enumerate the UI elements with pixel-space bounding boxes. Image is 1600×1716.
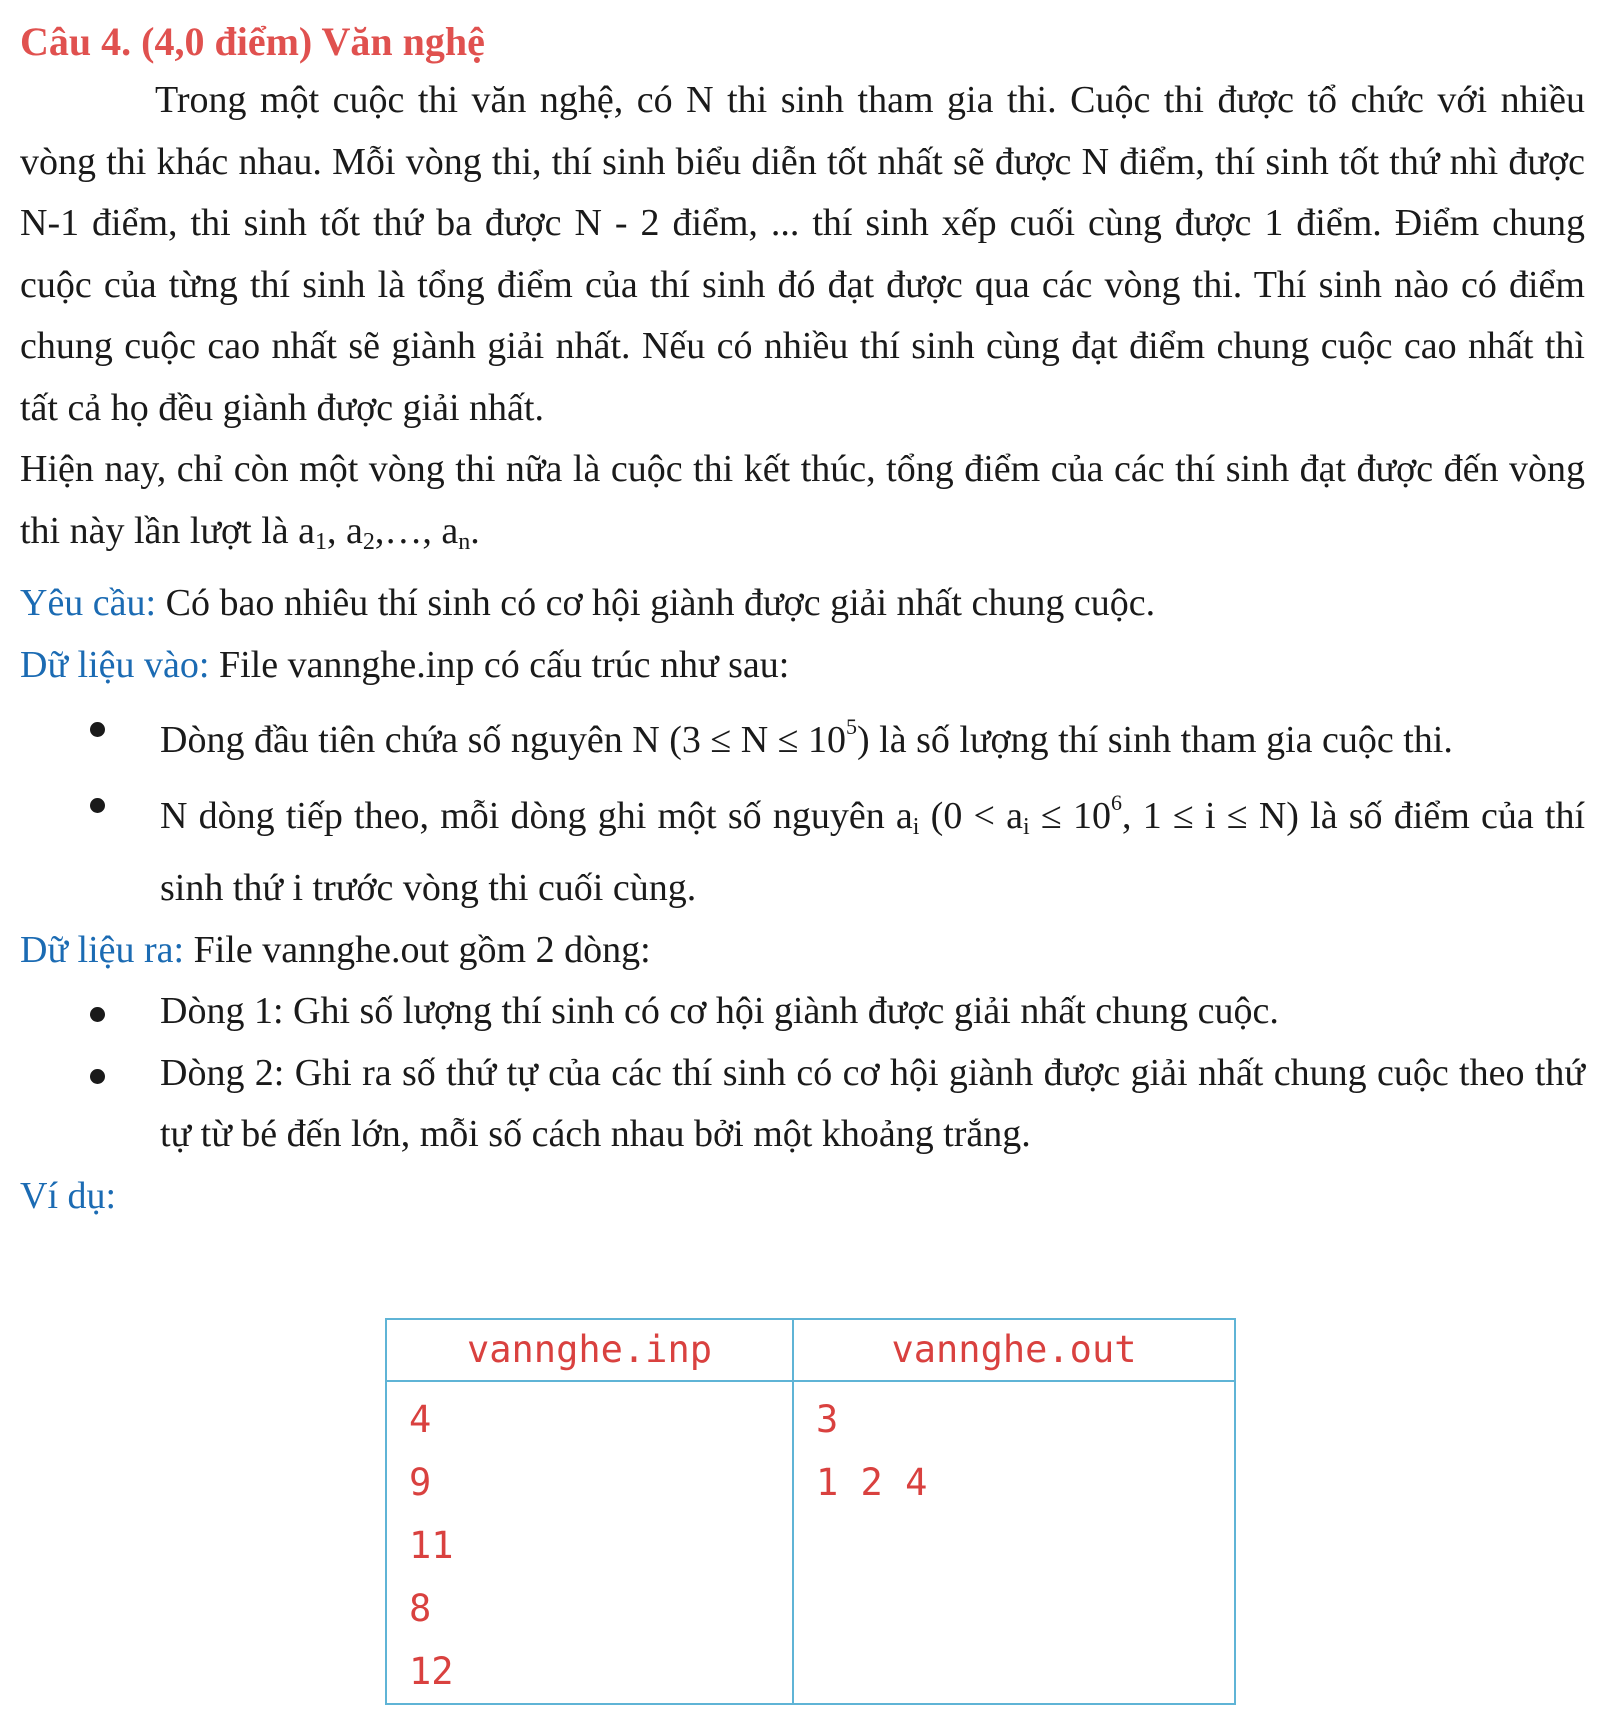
bullet-dot: [90, 1069, 105, 1084]
input-label: Dữ liệu vào:: [20, 643, 210, 686]
input-bullet-2-mid2: ≤ 10: [1029, 794, 1111, 837]
out-cell: [793, 1381, 1235, 1704]
superscript-6: 6: [1111, 789, 1122, 815]
output-label: Dữ liệu ra:: [20, 928, 185, 971]
bullet-dot: [90, 1007, 105, 1022]
input-bullet-2-mid: (0 < a: [919, 794, 1024, 837]
example-paragraph: [20, 1166, 1585, 1228]
inp-line: 8: [409, 1587, 432, 1630]
out-line: 3: [816, 1398, 839, 1441]
input-paragraph: [20, 635, 1585, 697]
output-bullet-1: [20, 981, 1585, 1043]
input-bullet-2-post: , 1 ≤ i ≤ N) là số điểm của thí sinh thứ i trước vòng thi cuối cùng.: [160, 794, 1586, 909]
requirement-paragraph: [20, 573, 1585, 635]
output-text: File vannghe.out gồm 2 dòng:: [184, 928, 651, 971]
inp-cell: [386, 1381, 793, 1704]
input-bullet-2: [20, 772, 1585, 920]
current-state-sep-1: , a: [327, 509, 363, 552]
problem-intro: Trong một cuộc thi văn nghệ, có N thi sinh tham gia thi. Cuộc thi được tổ chức với nhiều vòng thi khác nhau. Mỗi vòng thi, thí sinh biểu diễn tốt nhất sẽ được N điểm, thí sinh tốt thứ nhì được N-1 điểm, thi sinh tốt thứ ba được N - 2 điểm, ... thí sinh xếp cuối cùng được 1 điểm. Điểm chung cuộc của từng thí sinh là tổng điểm của thí sinh đó đạt được qua các vòng thi. Thí sinh nào có điểm chung cuộc cao nhất sẽ giành giải nhất. Nếu có nhiều thí sinh cùng đạt điểm chung cuộc cao nhất thì tất cả họ đều giành được giải nhất.: [20, 79, 1585, 429]
subscript-i: i: [912, 813, 920, 840]
input-text: File vannghe.inp có cấu trúc như sau:: [209, 643, 790, 686]
header-vannghe-inp: vannghe.inp: [386, 1319, 793, 1381]
out-line: 1 2 4: [816, 1461, 928, 1504]
requirement-text: Có bao nhiêu thí sinh có cơ hội giành được giải nhất chung cuộc.: [156, 582, 1156, 624]
output-bullet-2: [20, 1043, 1585, 1166]
current-state-sep-2: ,…, a: [374, 509, 459, 552]
input-bullet-1: [20, 696, 1585, 772]
inp-line: 12: [409, 1650, 454, 1693]
input-bullet-2-pre: N dòng tiếp theo, mỗi dòng ghi một số nguyên a: [160, 794, 913, 837]
inp-line: 9: [409, 1461, 432, 1504]
input-bullet-1-pre: Dòng đầu tiên chứa số nguyên N (3 ≤ N ≤ 10: [160, 719, 847, 761]
input-bullet-list: [20, 696, 1585, 920]
current-state-text: Hiện nay, chỉ còn một vòng thi nữa là cuộc thi kết thúc, tổng điểm của các thí sinh đạt được đến vòng thi này lần lượt là a: [20, 448, 1585, 552]
output-paragraph: [20, 920, 1585, 982]
bullet-dot: [90, 798, 105, 813]
current-state-paragraph: [20, 439, 1585, 573]
superscript-5: 5: [846, 714, 858, 739]
inp-line: 4: [409, 1398, 432, 1441]
requirement-label: Yêu cầu:: [20, 582, 157, 624]
problem-statement: [20, 14, 1585, 1227]
bullet-dot: [90, 722, 105, 737]
inp-line: 11: [409, 1524, 454, 1567]
subscript-2: 2: [362, 528, 375, 555]
example-label: Ví dụ:: [20, 1174, 117, 1217]
subscript-i: i: [1023, 813, 1030, 840]
current-state-end: .: [470, 509, 480, 552]
subscript-1: 1: [315, 528, 328, 555]
example-data-row: [386, 1381, 1235, 1704]
output-bullet-1-text: Dòng 1: Ghi số lượng thí sinh có cơ hội giành được giải nhất chung cuộc.: [160, 990, 1279, 1032]
example-table: [385, 1318, 1236, 1705]
output-bullet-2-text: Dòng 2: Ghi ra số thứ tự của các thí sinh có cơ hội giành được giải nhất chung cuộc theo thứ tự từ bé đến lớn, mỗi số cách nhau bởi một khoảng trắng.: [160, 1051, 1585, 1155]
output-bullet-list: [20, 981, 1585, 1166]
subscript-n: n: [458, 528, 471, 555]
problem-title: Câu 4. (4,0 điểm) Văn nghệ: [20, 19, 485, 64]
header-vannghe-out: vannghe.out: [793, 1319, 1235, 1381]
input-bullet-1-post: ) là số lượng thí sinh tham gia cuộc thi.: [857, 719, 1453, 761]
example-header-row: [386, 1319, 1235, 1381]
